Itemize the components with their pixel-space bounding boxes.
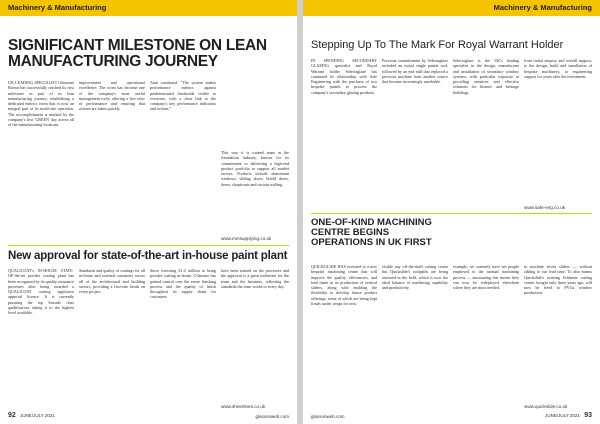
divider <box>8 245 289 246</box>
lean-col-2: improvement and operational excellence. The room has become one of the company's most useful management tools, offering a live view of performance and ensuring that actions are taken quickly. <box>79 80 145 112</box>
machine-col-2: visible any off-the-shelf cutting centre but Quickslide's toolpaths are being assessed in the field, which is now the ideal balance of machining capability and productivity. <box>382 264 448 291</box>
page-number: 93 <box>584 412 592 419</box>
machine-col-3: example, we currently have ten people employed in the manual machining process — automating this means they can now be redeployed elsewhere where they are most needed. <box>453 264 519 291</box>
footer-site: glassonweb.com <box>255 414 289 419</box>
raf-col-3: Selectaglaze is the UK's leading specialist in the design, manufacture and installation of secondary window systems, with particular expertise in providing sensitive and effective solutions for historic and heritage buildings. <box>453 58 519 95</box>
right-page <box>303 0 600 424</box>
lean-col-4: This way it is trained team in the foundation industry, known for its commitment to delivering a high-end product portfolio to support all market sectors. Products include aluminium windows, sliding doors, bifold doors, doors, shopfronts and curtain walling. <box>221 150 289 187</box>
lean-website[interactable]: www.mmsupplying.co.uk <box>221 236 272 241</box>
footer-right <box>545 412 592 419</box>
paint-col-2: Standards and quality of coatings for all in-house and external customers across all of the architectural and building sectors, providing a first-rate finish on every project. <box>79 268 145 295</box>
footer-site: glassonweb.com <box>311 414 345 419</box>
lean-col-1: UK LEADING SPECIALIST Gilmoure Brown has successfully reached its first milestone as part of its lean manufacturing journey, establishing a dedicated metrics room that is now an integral part of its multi-site operation. The accomplishment is marked by the company's first 'GREEN' day across all of the manufacturing locations. <box>8 80 74 128</box>
raf-col-1: IN SPENDING SECONDARY GLAZING specialist and Royal Warrant holder Selectaglaze has continued its relationship with Safe Engineering with the purchase of two bespoke panels to process the company's secondary glazing products. <box>311 58 377 95</box>
footer-left <box>8 412 55 419</box>
paint-col-1: QUALICOAT's IN-HOUSE STATE-OF-the-art powder coating plant has been recognised by its quality assurance processes after being awarded a QUALICOAT coating applicator approval licence. It is currently pursuing the top Seaside class qualification, taking it to the highest level available. <box>8 268 74 316</box>
raf-col-4: from initial enquiry and overall support, to the design, build and installation of bespoke machinery, to engineering support for years after the investment. <box>524 58 592 79</box>
page-number: 92 <box>8 412 16 419</box>
left-page <box>0 0 297 424</box>
machine-col-4: to machine seven sliders — without adding to our lead time. To also means Quickslide's existing Schirmer cutting centre, bought only three years ago, will now be freed to PVCu window production. <box>524 264 592 296</box>
issue-date: JUNE/JULY 2021 <box>545 413 580 418</box>
issue-date: JUNE/JULY 2021 <box>20 413 55 418</box>
raf-col-2: Previous commitments by Selectaglaze included an initial single panels tool, followed by an end mill that replaced a previous machine from another source that became increasingly unreliable. <box>382 58 448 85</box>
lean-col-3: Alan continued: "The system makes performance metrics against predetermined thresholds visible to everyone, with a clear link to the company's key performance indicators and actions." <box>150 80 216 112</box>
paint-title: New approval for state-of-the-art in-house paint plant <box>8 250 288 262</box>
raf-title: Stepping Up To The Mark For Royal Warrant Holder <box>311 39 564 51</box>
paint-website[interactable]: www.sheerlines.co.uk <box>221 404 266 409</box>
paint-col-4: have been trained on the processes and the approval is a great milestone for the team and the business, reflecting the standards the team works to every day. <box>221 268 289 289</box>
raf-website[interactable]: www.safe-eng.co.uk <box>524 205 566 210</box>
section-header <box>303 0 600 16</box>
lean-title: SIGNIFICANT MILESTONE ON LEAN MANUFACTURING JOURNEY <box>8 37 267 71</box>
machine-website[interactable]: www.quickslide.co.uk <box>524 404 568 409</box>
paint-col-3: Since investing £1.4 million to bring powder coating in-house, Gilmoure has gained control over the entire finishing process and the quality of finish throughout its supply chain for customers. <box>150 268 216 300</box>
section-label: Machinery & Manufacturing <box>493 3 592 12</box>
section-header <box>0 0 297 16</box>
machine-col-1: QUICKGLIDE HAS invested in a new bespoke machining centre that will improve the quality, efficiencies, and lead times in its production of vertical sliders, along with enabling the flexibility to develop future product offerings, some of which are being kept firmly under wraps for now. <box>311 264 377 307</box>
section-label: Machinery & Manufacturing <box>8 3 107 12</box>
machine-title: ONE-OF-KIND MACHINING CENTRE BEGINS OPERATIONS IN UK FIRST <box>311 217 432 248</box>
divider <box>311 213 592 214</box>
